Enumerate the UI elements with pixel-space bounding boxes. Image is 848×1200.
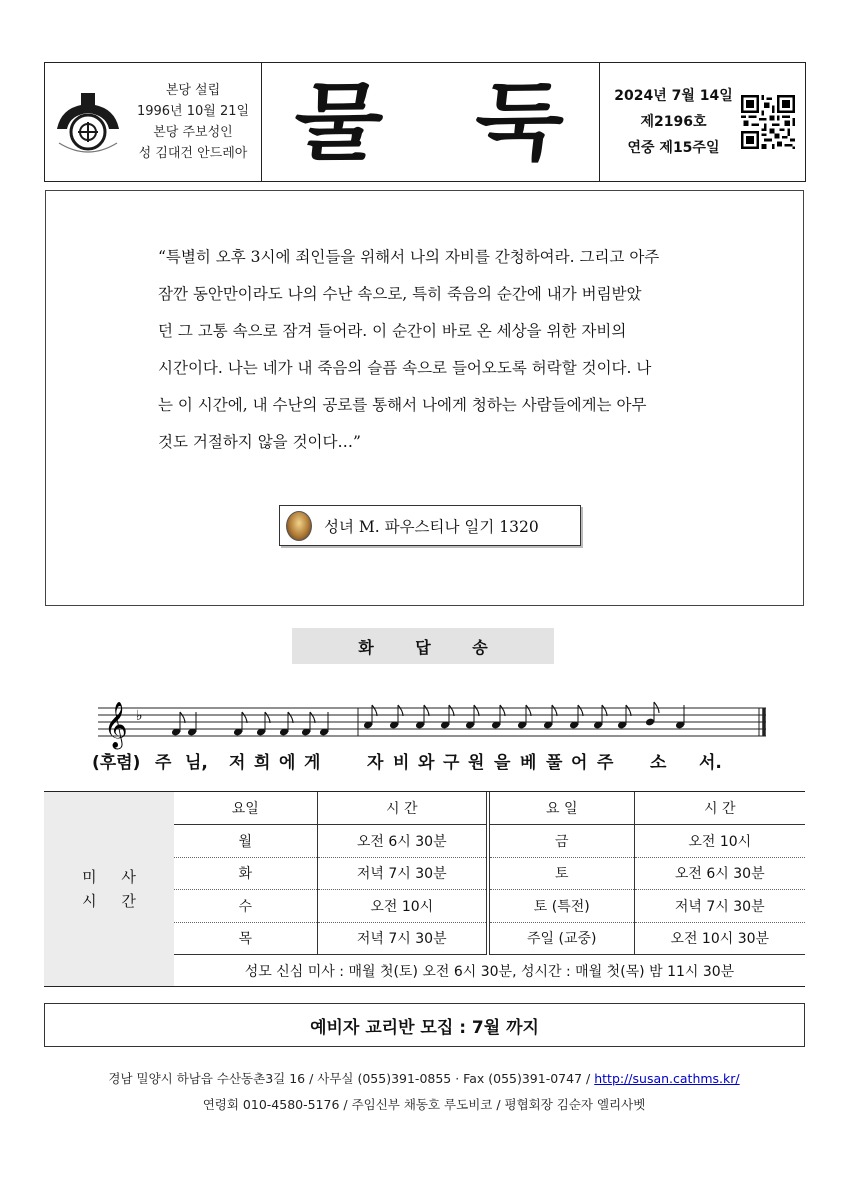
table-row — [174, 825, 805, 858]
psalm-title: 화 답 송 — [292, 628, 554, 664]
time-cell: 오전 10시 30분 — [634, 922, 805, 955]
column-header: 요일 — [174, 792, 317, 825]
note-flag — [372, 705, 377, 716]
note-flag — [526, 705, 531, 716]
flat-sign-icon: ♭ — [136, 708, 143, 724]
note-flag — [242, 712, 247, 723]
syllable: 원 — [468, 753, 485, 773]
note-flag — [449, 705, 454, 716]
quote-line: 던 그 고통 속으로 잠겨 들어라. 이 순간이 바로 온 세상을 위한 자비의 — [158, 322, 627, 340]
parish-website-link[interactable]: http://susan.cathms.kr/ — [594, 1071, 740, 1086]
time-cell: 오전 10시 — [317, 890, 488, 923]
mass-label-line: 미 사 — [82, 868, 146, 886]
note-flag — [500, 705, 505, 716]
issue-number: 제2196호 — [640, 114, 707, 130]
day-cell: 화 — [174, 857, 317, 890]
day-cell: 금 — [488, 825, 634, 858]
note-flag — [602, 705, 607, 716]
issue-info — [606, 83, 741, 161]
note-flag — [654, 702, 659, 713]
header — [44, 62, 806, 182]
syllable: 와 — [418, 753, 435, 773]
day-cell: 월 — [174, 825, 317, 858]
footer-contacts: 연령회 010-4580-5176 / 주임신부 채동호 루도비코 / 평협회장 김순자 엘리사벳 — [202, 1097, 646, 1112]
note-flag — [265, 712, 270, 723]
syllable: 희 — [254, 753, 271, 773]
quote-line: 잠깐 동안만이라도 나의 수난 속으로, 특히 죽음의 순간에 내가 버림받았 — [158, 285, 642, 303]
schedule-note-row — [174, 955, 805, 988]
footer-address-line — [0, 1066, 848, 1092]
note-flag — [578, 705, 583, 716]
syllable: 베 — [520, 753, 537, 773]
time-cell: 저녁 7시 30분 — [317, 857, 488, 890]
syllable: 님, — [185, 753, 208, 773]
citation-text: 성녀 M. 파우스티나 일기 1320 — [324, 517, 539, 536]
table-row — [174, 890, 805, 923]
founding-line: 성 김대건 안드레아 — [138, 146, 248, 161]
day-cell: 토 — [488, 857, 634, 890]
syllable: 에 — [279, 753, 296, 773]
quote-line: “특별히 오후 3시에 죄인들을 위해서 나의 자비를 간청하여라. 그리고 아주 — [158, 248, 660, 266]
syllable: 을 — [494, 753, 511, 773]
time-cell: 오전 10시 — [634, 825, 805, 858]
footer-address: 경남 밀양시 하남읍 수산동촌3길 16 / 사무실 (055)391-0855 · Fax (055)391-0747 / — [108, 1071, 591, 1086]
liturgical-sunday: 연중 제15주일 — [627, 140, 720, 156]
syllable: 주 — [597, 753, 614, 773]
treble-clef-icon: 𝄞 — [104, 702, 128, 748]
time-cell: 저녁 7시 30분 — [317, 922, 488, 955]
note-flag — [474, 705, 479, 716]
time-cell: 오전 6시 30분 — [634, 857, 805, 890]
founding-line: 본당 주보성인 — [153, 125, 233, 140]
syllable: 자 — [367, 753, 384, 773]
syllable: 풀 — [546, 753, 563, 773]
mass-schedule-table — [174, 792, 805, 987]
mass-schedule — [44, 791, 805, 987]
quote-line: 시간이다. 나는 네가 내 죽음의 슬픔 속으로 들어오도록 허락할 것이다. 나 — [158, 359, 652, 377]
column-header: 요 일 — [488, 792, 634, 825]
divine-mercy-portrait-icon — [286, 511, 312, 541]
note-flag — [398, 705, 403, 716]
music-staff — [98, 700, 770, 750]
day-cell: 수 — [174, 890, 317, 923]
catechumen-banner: 예비자 교리반 모집 : 7월 까지 — [44, 1003, 805, 1047]
issue-date: 2024년 7월 14일 — [614, 88, 733, 104]
syllable: 소 — [650, 753, 667, 773]
table-row — [174, 857, 805, 890]
masthead-title: 물 둑 — [287, 72, 600, 172]
quote-line: 것도 거절하지 않을 것이다…” — [158, 433, 361, 451]
syllable: 저 — [229, 753, 246, 773]
founding-line: 1996년 10월 21일 — [136, 104, 250, 119]
time-cell: 오전 6시 30분 — [317, 825, 488, 858]
column-header: 시 간 — [317, 792, 488, 825]
mass-schedule-label — [44, 792, 174, 986]
masthead-cell — [262, 63, 600, 181]
header-left — [45, 63, 262, 181]
note-flag — [424, 705, 429, 716]
table-header-row — [174, 792, 805, 825]
note-flag — [288, 712, 293, 723]
syllable: 구 — [443, 753, 460, 773]
mass-label-line: 시 간 — [82, 892, 146, 910]
syllable: 게 — [304, 753, 321, 773]
note-flag — [310, 712, 315, 723]
column-header: 시 간 — [634, 792, 805, 825]
day-cell: 목 — [174, 922, 317, 955]
note-flag — [626, 705, 631, 716]
schedule-note: 성모 신심 미사 : 매월 첫(토) 오전 6시 30분, 성시간 : 매월 첫(목) 밤 11시 30분 — [174, 955, 805, 988]
footer — [0, 1066, 848, 1118]
syllable: 서. — [699, 753, 722, 773]
quote-box — [45, 190, 804, 606]
note-flag — [180, 712, 185, 723]
syllable: 어 — [571, 753, 588, 773]
syllable: 주 — [155, 753, 172, 773]
syllable: 비 — [393, 753, 410, 773]
table-row — [174, 922, 805, 955]
founding-info — [125, 80, 261, 164]
quote-text — [158, 239, 692, 461]
note-flag — [552, 705, 557, 716]
founding-line: 본당 설립 — [165, 83, 221, 98]
refrain-label: (후렴) — [92, 753, 141, 773]
header-right — [600, 63, 805, 181]
quote-line: 는 이 시간에, 내 수난의 공로를 통해서 나에게 청하는 사람들에게는 아무 — [158, 396, 647, 414]
day-cell: 주일 (교중) — [488, 922, 634, 955]
time-cell: 저녁 7시 30분 — [634, 890, 805, 923]
day-cell: 토 (특전) — [488, 890, 634, 923]
citation-box — [279, 505, 581, 546]
parish-logo-icon — [51, 85, 125, 159]
qr-code-icon[interactable] — [741, 95, 795, 149]
